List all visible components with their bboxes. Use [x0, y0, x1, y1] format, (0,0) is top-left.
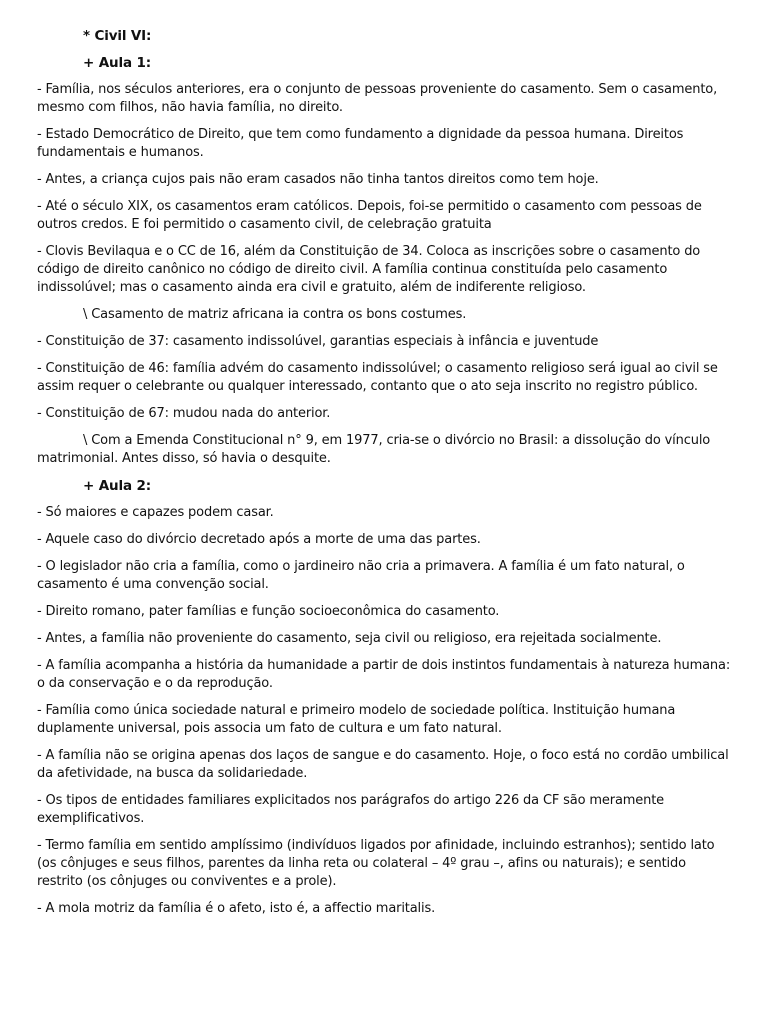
paragraph: - Só maiores e capazes podem casar. — [37, 505, 274, 520]
paragraph: - Estado Democrático de Direito, que tem como fundamento a dignidade da pessoa humana. Direitos fundamentais e humanos. — [37, 127, 684, 160]
paragraph: - Aquele caso do divórcio decretado após a morte de uma das partes. — [37, 532, 481, 547]
section-heading-aula-1: + Aula 1: — [83, 55, 151, 71]
paragraph: - A mola motriz da família é o afeto, isto é, a affectio maritalis. — [37, 901, 436, 916]
paragraph: - Os tipos de entidades familiares explicitados nos parágrafos do artigo 226 da CF são meramente exemplificativos. — [37, 793, 665, 826]
paragraph: - Termo família em sentido amplíssimo (indivíduos ligados por afinidade, incluindo estranhos); sentido lato (os cônjuges e seus filhos, parentes da linha reta ou colateral – 4º grau –, afins ou naturais); e sentido restrito (os cônjuges ou conviventes e a prole). — [37, 838, 715, 889]
paragraph: - Constituição de 37: casamento indissolúvel, garantias especiais à infância e juventude — [37, 334, 599, 349]
paragraph: - Constituição de 46: família advém do casamento indissolúvel; o casamento religioso será igual ao civil se assim requer o celebrante ou qualquer interessado, contanto que o ato seja inscrito no registro público. — [37, 361, 718, 394]
paragraph: - Direito romano, pater famílias e função socioeconômica do casamento. — [37, 604, 500, 619]
paragraph: - O legislador não cria a família, como o jardineiro não cria a primavera. A família é um fato natural, o casamento é uma convenção social. — [37, 559, 685, 592]
document-title: * Civil VI: — [83, 28, 152, 44]
paragraph: - A família não se origina apenas dos laços de sangue e do casamento. Hoje, o foco está no cordão umbilical da afetividade, na busca da solidariedade. — [37, 748, 729, 781]
paragraph: - Família como única sociedade natural e primeiro modelo de sociedade política. Instituição humana duplamente universal, pois associa um fato de cultura e um fato natural. — [37, 703, 676, 736]
indented-note: \ Com a Emenda Constitucional n° 9, em 1977, cria-se o divórcio no Brasil: a dissolução do vínculo matrimonial. Antes disso, só havia o desquite. — [37, 433, 711, 466]
paragraph: - Antes, a família não proveniente do casamento, seja civil ou religioso, era rejeitada socialmente. — [37, 631, 662, 646]
paragraph: - A família acompanha a história da humanidade a partir de dois instintos fundamentais à natureza humana: o da conservação e o da reprodução. — [37, 658, 731, 691]
paragraph: - Antes, a criança cujos pais não eram casados não tinha tantos direitos como tem hoje. — [37, 172, 599, 187]
indented-note: \ Casamento de matriz africana ia contra os bons costumes. — [83, 307, 467, 322]
paragraph: - Clovis Bevilaqua e o CC de 16, além da Constituição de 34. Coloca as inscrições sobre o casamento do código de direito canônico no código de direito civil. A família continua constituída pelo casamento indissolúvel; mas o casamento ainda era civil e gratuito, além de indiferente religioso. — [37, 244, 701, 295]
paragraph: - Família, nos séculos anteriores, era o conjunto de pessoas proveniente do casamento. Sem o casamento, mesmo com filhos, não havia família, no direito. — [37, 82, 718, 115]
paragraph: - Constituição de 67: mudou nada do anterior. — [37, 406, 331, 421]
section-heading-aula-2: + Aula 2: — [83, 478, 151, 494]
paragraph: - Até o século XIX, os casamentos eram católicos. Depois, foi-se permitido o casamento com pessoas de outros credos. E foi permitido o casamento civil, de celebração gratuita — [37, 199, 702, 232]
